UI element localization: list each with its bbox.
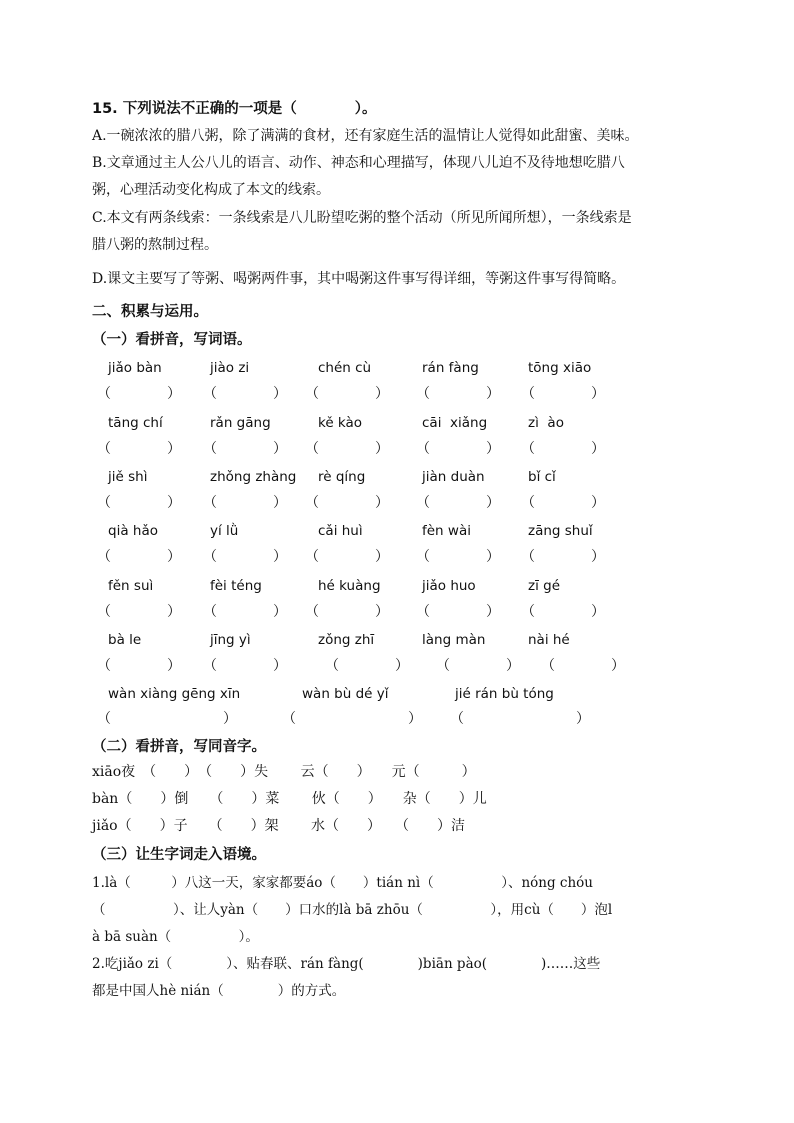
answer-box[interactable]: （ ）: [521, 386, 605, 402]
homophone-line-3: jiǎo（ ）子 （ ）架 水（ ） （ ）洁: [92, 818, 466, 834]
pinyin-word: yí lǜ: [210, 523, 239, 539]
idiom-pinyin-1: wàn xiàng gēng xīn: [108, 686, 241, 702]
part-3-title: （三）让生字词走入语境。: [92, 847, 266, 863]
answer-box[interactable]: （ ）: [305, 495, 389, 511]
answer-box[interactable]: （ ）: [305, 604, 389, 620]
question-15-title: 15. 下列说法不正确的一项是（ ）。: [92, 101, 377, 117]
pinyin-word: nài hé: [528, 632, 570, 648]
answer-box[interactable]: （ ）: [416, 604, 500, 620]
pinyin-word: rán fàng: [422, 360, 479, 376]
pinyin-word: zì ào: [528, 415, 564, 431]
pinyin-word: rǎn gāng: [210, 415, 271, 431]
pinyin-word: rè qíng: [318, 469, 366, 485]
pinyin-word: jiě shì: [108, 469, 148, 485]
answer-box[interactable]: （ ）: [203, 495, 287, 511]
answer-box[interactable]: （ ）: [521, 495, 605, 511]
pinyin-word: zhǒng zhàng: [210, 469, 297, 485]
answer-box[interactable]: （ ）: [305, 441, 389, 457]
answer-box[interactable]: （ ）: [97, 549, 181, 565]
pinyin-word: jiǎo huo: [422, 578, 476, 594]
answer-box[interactable]: （ ）: [97, 495, 181, 511]
answer-box[interactable]: （ ）: [416, 386, 500, 402]
section-2-title: 二、积累与运用。: [92, 304, 208, 320]
homophone-line-2: bàn（ ）倒 （ ）菜 伙（ ） 杂（ ）儿: [92, 791, 487, 807]
answer-box[interactable]: （ ）: [416, 549, 500, 565]
answer-box[interactable]: （ ）: [97, 604, 181, 620]
pinyin-word: chén cù: [318, 360, 372, 376]
pinyin-word: jiàn duàn: [422, 469, 485, 485]
idiom-pinyin-3: jié rán bù tóng: [455, 686, 554, 702]
option-b-line2: 粥，心理活动变化构成了本文的线索。: [92, 182, 330, 198]
answer-box[interactable]: （ ）: [436, 658, 520, 674]
pinyin-word: zī gé: [528, 578, 561, 594]
pinyin-word: fèi téng: [210, 578, 262, 594]
part-1-title: （一）看拼音，写词语。: [92, 332, 252, 348]
part-2-title: （二）看拼音，写同音字。: [92, 739, 266, 755]
pinyin-word: zǒng zhī: [318, 632, 375, 648]
answer-box[interactable]: （ ）: [305, 549, 389, 565]
idiom-answer-box-1[interactable]: （ ）: [97, 711, 237, 727]
answer-box[interactable]: （ ）: [416, 441, 500, 457]
option-a: A.一碗浓浓的腊八粥，除了满满的食材，还有家庭生活的温情让人觉得如此甜蜜、美味。: [92, 128, 639, 144]
answer-box[interactable]: （ ）: [521, 604, 605, 620]
pinyin-word: cǎi huì: [318, 523, 363, 539]
pinyin-word: jiào zi: [210, 360, 250, 376]
answer-box[interactable]: （ ）: [521, 549, 605, 565]
answer-box[interactable]: （ ）: [97, 386, 181, 402]
answer-box[interactable]: （ ）: [416, 495, 500, 511]
answer-box[interactable]: （ ）: [97, 441, 181, 457]
answer-box[interactable]: （ ）: [541, 658, 625, 674]
idiom-answer-box-3[interactable]: （ ）: [450, 711, 590, 727]
pinyin-word: bǐ cǐ: [528, 469, 556, 485]
pinyin-word: cāi xiǎng: [422, 415, 488, 431]
pinyin-word: làng màn: [422, 632, 486, 648]
pinyin-word: qià hǎo: [108, 523, 158, 539]
pinyin-word: fèn wài: [422, 523, 471, 539]
option-b-line1: B.文章通过主人公八儿的语言、动作、神态和心理描写，体现八儿迫不及待地想吃腊八: [92, 155, 625, 171]
answer-box[interactable]: （ ）: [325, 658, 409, 674]
option-d: D.课文主要写了等粥、喝粥两件事，其中喝粥这件事写得详细，等粥这件事写得简略。: [92, 271, 626, 287]
option-c-line1: C.本文有两条线索：一条线索是八儿盼望吃粥的整个活动（所见所闻所想），一条线索是: [92, 210, 632, 226]
context-line-3: à bā suàn（ ）。: [92, 929, 259, 945]
pinyin-word: jiǎo bàn: [108, 360, 162, 376]
pinyin-word: tāng chí: [108, 415, 163, 431]
answer-box[interactable]: （ ）: [203, 658, 287, 674]
answer-box[interactable]: （ ）: [203, 549, 287, 565]
idiom-pinyin-2: wàn bù dé yǐ: [302, 686, 389, 702]
answer-box[interactable]: （ ）: [97, 658, 181, 674]
option-c-line2: 腊八粥的熬制过程。: [92, 237, 218, 253]
homophone-line-1: xiāo夜 （ ） （ ）失 云（ ） 元（ ）: [92, 764, 476, 780]
pinyin-word: tōng xiāo: [528, 360, 592, 376]
pinyin-word: fěn suì: [108, 578, 154, 594]
answer-box[interactable]: （ ）: [305, 386, 389, 402]
pinyin-word: hé kuàng: [318, 578, 381, 594]
context-line-4: 2.吃jiǎo zi（ ）、贴春联、rán fàng( )biān pào( )……这些: [92, 956, 601, 972]
answer-box[interactable]: （ ）: [203, 386, 287, 402]
idiom-answer-box-2[interactable]: （ ）: [282, 711, 422, 727]
pinyin-word: kě kào: [318, 415, 363, 431]
pinyin-word: bà le: [108, 632, 142, 648]
context-line-1: 1.là（ ）八这一天，家家都要áo（ ）tián nì（ ）、nóng chóu: [92, 875, 593, 891]
pinyin-word: zāng shuǐ: [528, 523, 593, 539]
context-line-5: 都是中国人hè nián（ ）的方式。: [92, 983, 346, 999]
context-line-2: （ ）、让人yàn（ ）口水的là bā zhōu（ ），用cù（ ）泡l: [92, 902, 613, 918]
answer-box[interactable]: （ ）: [203, 441, 287, 457]
pinyin-word: jīng yì: [210, 632, 251, 648]
answer-box[interactable]: （ ）: [203, 604, 287, 620]
answer-box[interactable]: （ ）: [521, 441, 605, 457]
